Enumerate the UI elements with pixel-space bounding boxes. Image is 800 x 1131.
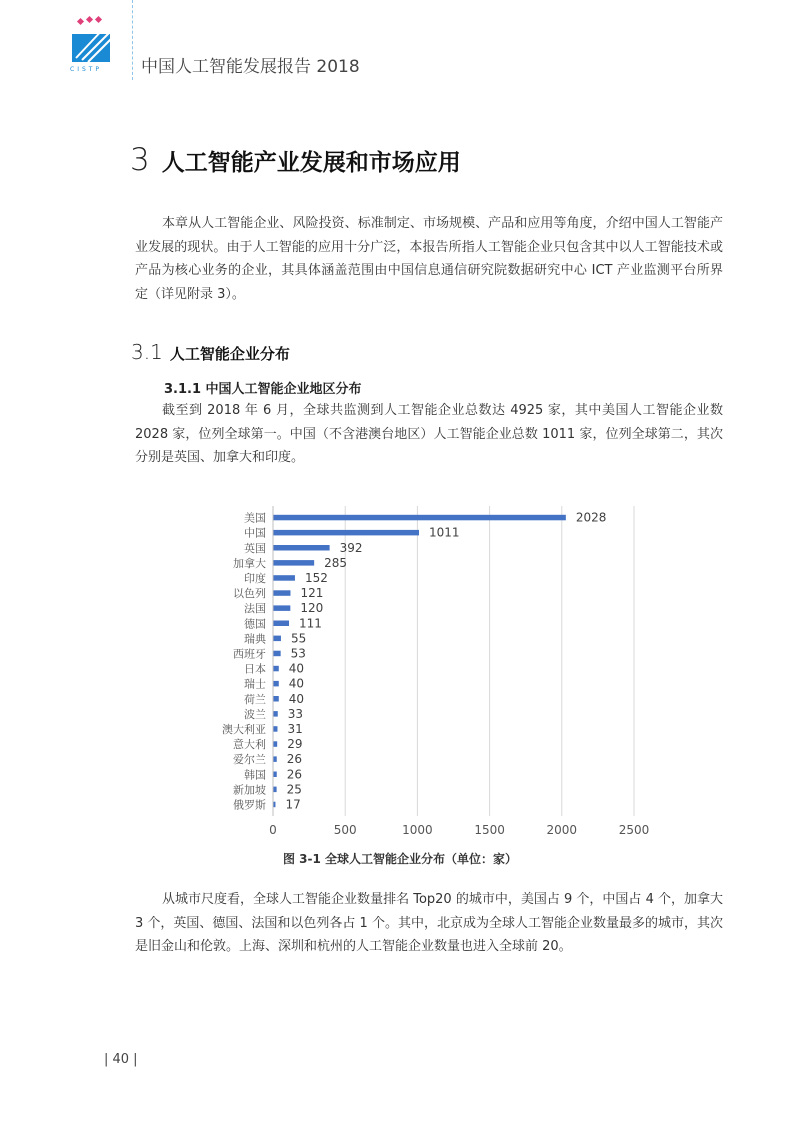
- category-label: 西班牙: [233, 647, 266, 661]
- chapter-title: 人工智能产业发展和市场应用: [161, 150, 461, 176]
- data-label: 26: [286, 767, 303, 782]
- header-divider: [132, 0, 133, 80]
- bar: [273, 666, 279, 672]
- data-label: 33: [287, 706, 304, 721]
- chapter-number: 3: [130, 142, 150, 178]
- data-label: 285: [324, 555, 348, 570]
- bar: [273, 575, 295, 581]
- intro-paragraph: 本章从人工智能企业、风险投资、标准制定、市场规模、产品和应用等角度，介绍中国人工智能产业发展的现状。由于人工智能的应用十分广泛，本报告所指人工智能企业只包含其中以人工智能技术或产品为核心业务的企业，其具体涵盖范围由中国信息通信研究院数据研究中心 ICT 产业监测平台所界定（详见附录 3）。: [135, 216, 723, 302]
- chapter-heading: [130, 142, 461, 178]
- category-label: 以色列: [233, 587, 266, 601]
- bar-chart: [200, 500, 680, 850]
- body-paragraph-2: 截至到 2018 年 6 月，全球共监测到人工智能企业总数达 4925 家，其中美国人工智能企业数 2028 家，位列全球第一。中国（不含港澳台地区）人工智能企业总数 1011 家，位列全球第二，其次分别是英国、加拿大和印度。: [135, 403, 723, 465]
- data-label: 26: [286, 752, 303, 767]
- page-number: | 40 |: [104, 1052, 138, 1067]
- bar: [273, 545, 330, 551]
- cistp-logo: [68, 14, 118, 72]
- category-label: 韩国: [244, 768, 266, 782]
- section-heading: [131, 340, 290, 364]
- bar: [273, 741, 277, 747]
- bar: [273, 756, 277, 762]
- category-label: 荷兰: [244, 692, 266, 706]
- category-label: 法国: [244, 602, 266, 616]
- data-label: 25: [286, 782, 302, 797]
- data-label: 29: [287, 737, 303, 752]
- bar: [273, 530, 419, 536]
- bar: [273, 726, 277, 732]
- x-tick-label: 2500: [618, 823, 650, 837]
- data-label: 1011: [428, 525, 460, 540]
- category-label: 爱尔兰: [233, 753, 266, 767]
- category-label: 俄罗斯: [233, 798, 266, 812]
- bar: [273, 711, 278, 717]
- data-label: 40: [288, 676, 305, 691]
- subsection-title: 3.1.1 中国人工智能企业地区分布: [164, 382, 362, 397]
- logo-text: CISTP: [70, 66, 103, 73]
- body-paragraph-3: 从城市尺度看，全球人工智能企业数量排名 Top20 的城市中，美国占 9 个，中国占 4 个，加拿大 3 个，英国、德国、法国和以色列各占 1 个。其中，北京成为全球人工智能企业数量最多的城市，其次是旧金山和伦敦。上海、深圳和杭州的人工智能企业数量也进入全球前 20。: [135, 892, 723, 954]
- x-tick-label: 2000: [546, 823, 578, 837]
- x-tick-label: 1500: [474, 823, 505, 837]
- bar: [273, 787, 277, 793]
- bar: [273, 590, 290, 596]
- bar: [273, 621, 289, 627]
- bar: [273, 515, 566, 521]
- data-label: 121: [300, 586, 324, 601]
- running-header: 中国人工智能发展报告 2018: [141, 57, 360, 77]
- category-label: 日本: [244, 662, 266, 676]
- x-tick-label: 1000: [402, 823, 433, 837]
- data-label: 40: [288, 661, 305, 676]
- data-label: 152: [304, 570, 328, 585]
- figure-caption: 图 3-1 全球人工智能企业分布（单位：家）: [282, 852, 518, 866]
- bar: [273, 772, 277, 778]
- bar: [273, 560, 314, 566]
- x-tick-label: 0: [269, 823, 277, 837]
- bar: [273, 636, 281, 642]
- data-label: 53: [290, 646, 306, 661]
- category-label: 印度: [244, 571, 266, 585]
- category-label: 意大利: [233, 738, 266, 752]
- bar: [273, 605, 290, 611]
- data-label: 111: [299, 616, 322, 631]
- data-label: 55: [290, 631, 307, 646]
- data-label: 120: [300, 601, 324, 616]
- data-label: 40: [288, 691, 305, 706]
- category-label: 中国: [244, 526, 266, 540]
- bar: [273, 681, 279, 687]
- bar: [273, 696, 279, 702]
- category-label: 波兰: [244, 707, 266, 721]
- data-label: 392: [339, 540, 363, 555]
- category-label: 英国: [244, 541, 266, 555]
- category-label: 德国: [244, 617, 266, 631]
- data-label: 2028: [575, 510, 607, 525]
- category-label: 瑞典: [244, 632, 266, 646]
- category-label: 瑞士: [244, 677, 266, 691]
- section-number: 3.1: [131, 340, 163, 364]
- category-label: 新加坡: [233, 783, 266, 797]
- x-tick-label: 500: [333, 823, 357, 837]
- data-label: 17: [285, 797, 301, 812]
- data-label: 31: [287, 721, 303, 736]
- category-label: 美国: [244, 511, 266, 525]
- category-label: 澳大利亚: [222, 722, 266, 736]
- bar: [273, 651, 281, 657]
- category-label: 加拿大: [233, 556, 266, 570]
- section-title: 人工智能企业分布: [169, 345, 290, 363]
